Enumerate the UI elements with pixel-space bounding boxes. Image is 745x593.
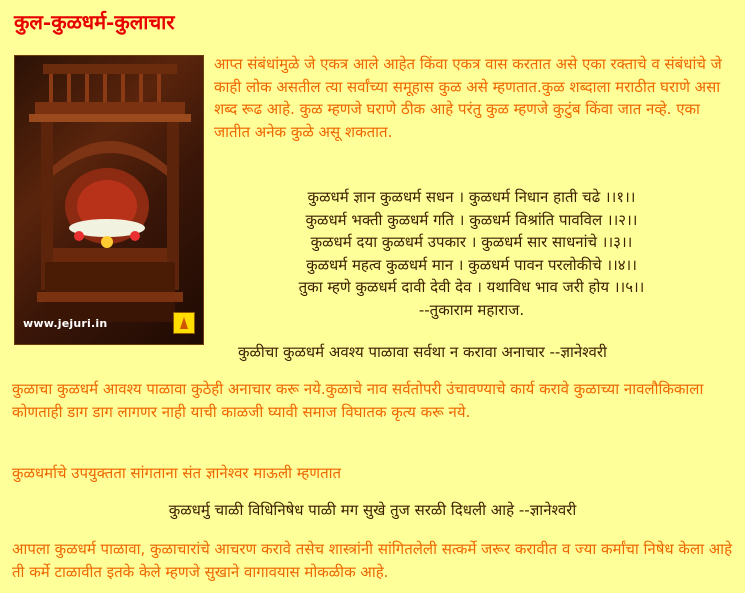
paragraph-conclusion: आपला कुळधर्म पाळावा, कुळाचारांचे आचरण करावे तसेच शास्त्रांनी सांगितलेली सत्कर्मे जरूर करावीत व ज्या कर्मांचा निषेध केला आहे ती कर्मे टाळावीत इतके केले म्हणजे सुखाने वागावयास मोकळीक आहे. [12, 540, 733, 581]
abhang-verses [214, 186, 729, 321]
paragraph-kuladharma: कुळाचा कुळधर्म आवश्य पाळावा कुठेही अनाचार करू नये.कुळाचे नाव सर्वतोपरी उंचावण्याचे कार्य करावे कुळाच्या नावलौकिकाला कोणताही डाग डाग लागणर नाही याची काळजी घ्यावी समाज विघातक कृत्य करू नये. [12, 380, 704, 421]
page-title: कुल-कुळधर्म-कुलाचार [14, 10, 175, 34]
paragraph-intro-dnyaneshwar: कुळधर्माचे उपयुक्तता सांगताना संत ज्ञानेश्वर माऊली म्हणतात [12, 464, 342, 482]
verse-line: कुळधर्म महत्व कुळधर्म मान । कुळधर्म पावन परलोकीचे ।।४।। [306, 255, 637, 274]
image-watermark: www.jejuri.in [23, 317, 108, 330]
devghar-temple-image [14, 55, 204, 345]
dnyaneshwari-quote-2: कुळधर्मु चाळी विधिनिषेध पाळी मग सुखे तुज सरळी दिधली आहे --ज्ञानेश्वरी [168, 501, 577, 519]
verse-line: तुका म्हणे कुळधर्म दावी देवी देव । यथाविध भाव जरी होय ।।५।। [298, 278, 645, 296]
temple-badge-icon [173, 312, 195, 334]
intro-paragraph: आप्त संबंधांमुळे जे एकत्र आले आहेत किंवा एकत्र वास करतात असे एका रक्ताचे व संबंधांचे जे काही लोक असतील त्या सर्वांच्या समूहास कुळ असे म्हणतात.कुळ शब्दाला मराठीत घराणे असा शब्द रूढ आहे. कुळ म्हणजे घराणे ठीक आहे परंतु कुळ म्हणजे कुटुंब किंवा जात नव्हे. एका जातीत अनेक कुळे असू शकतात. [214, 55, 722, 141]
verse-attribution: --तुकाराम महाराज. [418, 300, 525, 319]
verse-line: कुळधर्म ज्ञान कुळधर्म सधन । कुळधर्म निधान हाती चढे ।।१।। [307, 188, 636, 206]
dnyaneshwari-quote-1: कुळीचा कुळधर्म अवश्य पाळावा सर्वथा न करावा अनाचार --ज्ञानेश्वरी [238, 343, 607, 361]
verse-line: कुळधर्म दया कुळधर्म उपकार । कुळधर्म सार साधनांचे ।।३।। [310, 233, 633, 251]
verse-line: कुळधर्म भक्ती कुळधर्म गति । कुळधर्म विश्रांति पावविल ।।२।। [305, 210, 638, 229]
